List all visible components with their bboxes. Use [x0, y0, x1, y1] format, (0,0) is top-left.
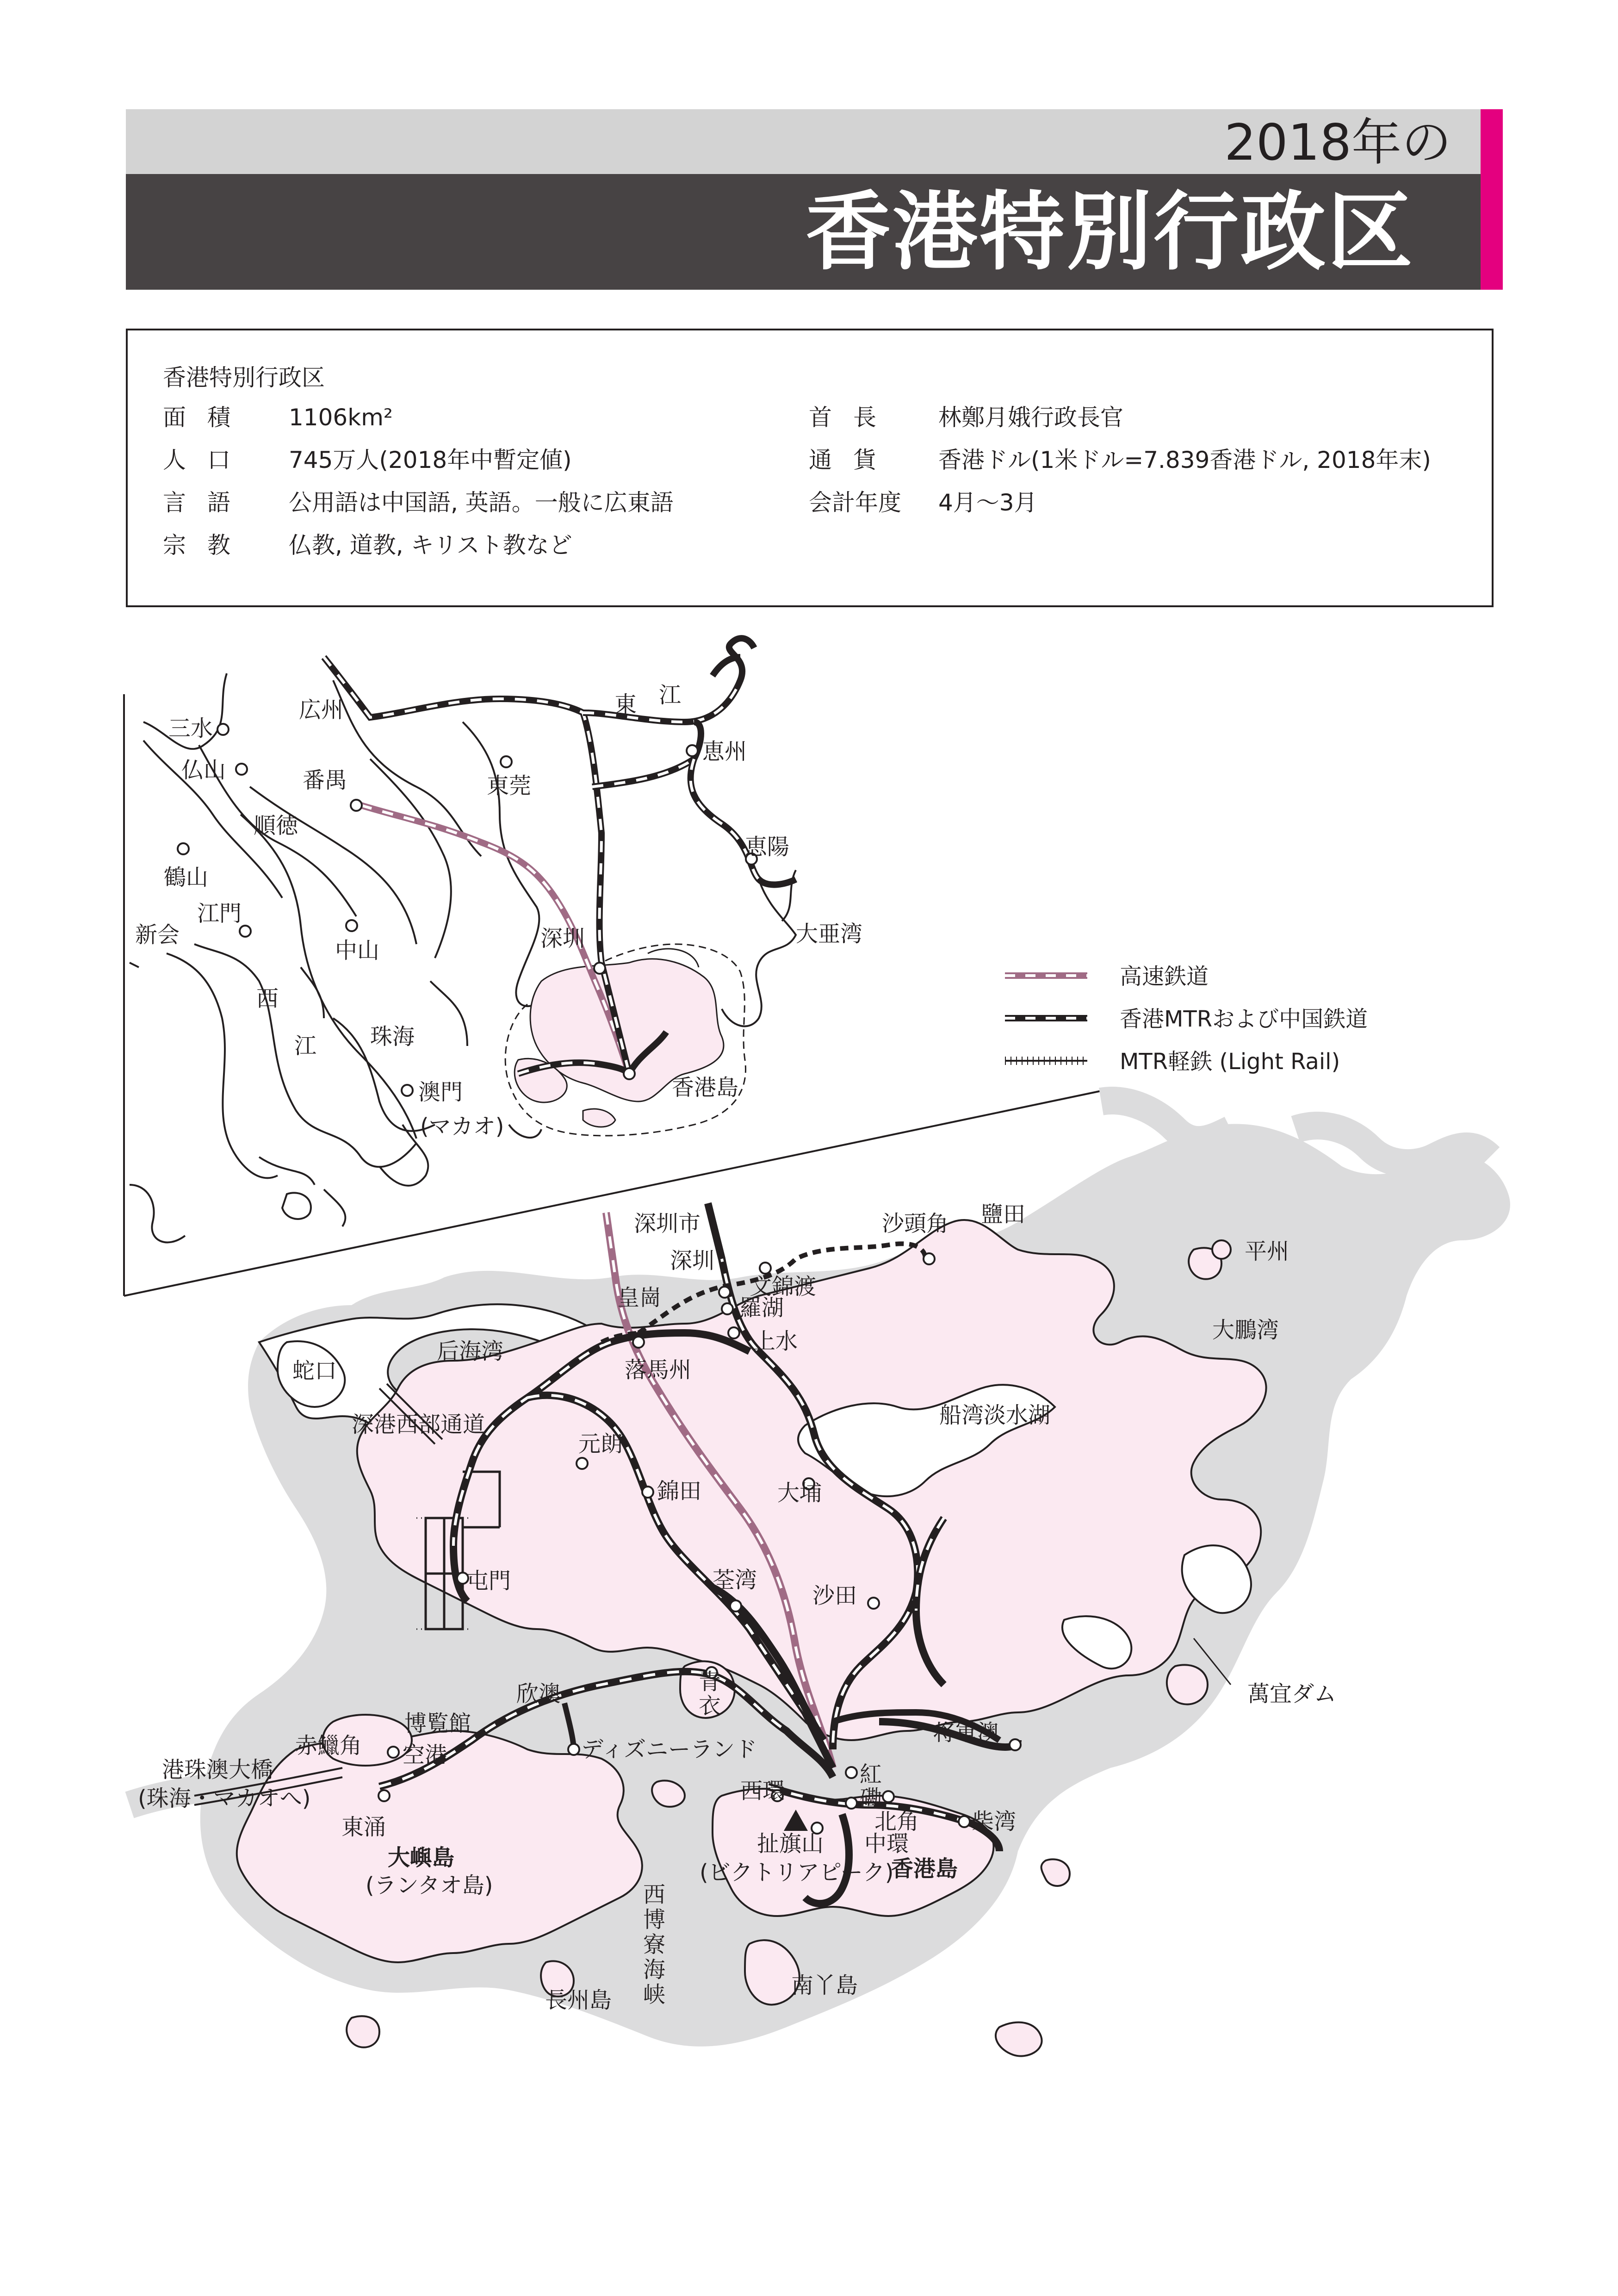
label-huanggang: 皇崗	[617, 1285, 662, 1311]
label-shunde: 順徳	[254, 813, 298, 839]
label-chek-lap-kok: 赤鱲角	[295, 1733, 362, 1759]
info-label-currency: 通貨	[809, 447, 898, 473]
label-mirs-bay: 大鵬湾	[1212, 1317, 1279, 1343]
label-dongjiang-1: 東	[614, 691, 637, 717]
label-hk-island-inset: 香港島	[672, 1075, 739, 1101]
label-sanshui: 三水	[168, 716, 213, 741]
main-map	[130, 1101, 1510, 2056]
info-label-fiscal-year: 会計年度	[809, 489, 901, 516]
inset-map	[124, 638, 1106, 1296]
label-shatoujiao: 沙頭角	[882, 1211, 949, 1237]
label-huiyang: 恵陽	[745, 834, 790, 860]
label-foshan: 仏山	[181, 757, 226, 783]
label-xinhui: 新会	[135, 922, 180, 948]
label-yuen-long: 元朗	[578, 1431, 623, 1457]
label-daya-bay: 大亜湾	[796, 921, 863, 947]
label-western-corridor: 深港西部通道	[352, 1412, 485, 1437]
label-pingzhou: 平州	[1245, 1238, 1289, 1264]
label-xijiang-2: 江	[294, 1033, 317, 1059]
label-hk-island: 香港島	[891, 1856, 958, 1882]
label-shenzhen-inset: 深圳	[540, 926, 585, 952]
info-value-language: 公用語は中国語, 英語。一般に広東語	[289, 489, 674, 516]
info-label-area: 面積	[163, 404, 252, 431]
label-expo: 博覧館	[404, 1711, 471, 1736]
label-hung-hom-2: 磡	[860, 1786, 882, 1811]
header-year: 2018年の	[1224, 114, 1451, 172]
info-label-religion: 宗教	[163, 532, 252, 559]
label-panyu: 番禺	[303, 767, 347, 793]
label-tsuen-wan: 荃湾	[713, 1567, 757, 1593]
label-lantau: 大嶼島	[388, 1845, 455, 1871]
info-value-head: 林鄭月娥行政長官	[938, 404, 1123, 431]
label-sulphur-2: 博	[643, 1907, 666, 1933]
label-heshan: 鶴山	[164, 865, 209, 890]
label-lok-ma-chau: 落馬州	[625, 1357, 692, 1383]
info-value-currency: 香港ドル(1米ドル=7.839香港ドル, 2018年末)	[938, 447, 1431, 473]
info-value-fiscal-year: 4月～3月	[938, 489, 1037, 516]
legend-swatches	[1005, 976, 1087, 1061]
info-label-language: 言語	[163, 489, 252, 516]
label-kam-tin: 錦田	[657, 1478, 702, 1504]
label-plover-cove: 船湾淡水湖	[939, 1402, 1051, 1428]
label-lo-wu: 羅湖	[739, 1295, 784, 1321]
label-sha-tin: 沙田	[812, 1583, 857, 1609]
label-xijiang-1: 西	[256, 986, 279, 1012]
label-huizhou: 恵州	[702, 739, 747, 765]
label-tuen-mun: 屯門	[466, 1568, 511, 1594]
label-sulphur-1: 西	[643, 1882, 666, 1908]
label-shekou: 蛇口	[292, 1358, 337, 1384]
info-value-religion: 仏教, 道教, キリスト教など	[289, 532, 572, 559]
label-macau: 澳門	[418, 1079, 463, 1105]
label-cheung-chau: 長州島	[545, 1987, 612, 2013]
label-disney: ディズニーランド	[581, 1736, 757, 1762]
label-shenzhen: 深圳	[670, 1248, 715, 1274]
info-region-name: 香港特別行政区	[163, 364, 325, 391]
label-high-island: 萬宜ダム	[1247, 1681, 1337, 1707]
label-deep-bay: 后海湾	[437, 1338, 504, 1364]
info-label-population: 人口	[163, 447, 252, 473]
label-shenzhen-city: 深圳市	[634, 1211, 701, 1237]
legend-label-light-rail: MTR軽鉄 (Light Rail)	[1120, 1049, 1340, 1075]
label-tseung-kwan-o: 将軍澳	[933, 1720, 1000, 1746]
label-macau-kana: (マカオ)	[420, 1114, 504, 1139]
label-dongjiang-2: 江	[659, 682, 682, 708]
label-tsing-1: 青	[699, 1669, 721, 1695]
info-value-population: 745万人(2018年中暫定値)	[289, 447, 572, 473]
label-north-point: 北角	[874, 1809, 919, 1835]
label-lantau-kana: (ランタオ島)	[366, 1873, 493, 1898]
page-title: 香港特別行政区	[805, 183, 1414, 282]
label-airport: 空港	[403, 1742, 447, 1768]
label-sulphur-3: 寮	[643, 1932, 666, 1958]
label-hung-hom-1: 紅	[860, 1761, 882, 1787]
info-label-head: 首長	[809, 404, 898, 431]
label-hzmb-2: (珠海・マカオへ)	[138, 1786, 311, 1811]
legend-label-mtr: 香港MTRおよび中国鉄道	[1120, 1006, 1368, 1032]
label-dongguan: 東莞	[487, 773, 532, 799]
label-lamma: 南丫島	[791, 1972, 858, 1998]
label-sai-wan: 西環	[740, 1778, 785, 1804]
label-sunny-bay: 欣澳	[516, 1681, 561, 1707]
label-hzmb-1: 港珠澳大橋	[162, 1757, 273, 1783]
label-tung-chung: 東涌	[341, 1814, 386, 1840]
inset-hk-area	[505, 944, 745, 1136]
label-tsing-2: 衣	[699, 1693, 721, 1719]
label-sulphur-4: 海	[643, 1957, 666, 1983]
label-chai-wan: 柴湾	[972, 1809, 1017, 1835]
label-guangzhou: 広州	[299, 697, 344, 723]
label-sulphur-5: 峡	[643, 1982, 666, 2008]
label-zhongshan: 中山	[335, 938, 380, 964]
label-central: 中環	[864, 1831, 909, 1857]
label-peak-kana: (ビクトリアピーク)	[700, 1860, 894, 1885]
label-yantian: 鹽田	[981, 1201, 1026, 1227]
legend-label-high-speed: 高速鉄道	[1120, 964, 1209, 989]
label-man-kam-to: 文錦渡	[750, 1274, 817, 1300]
info-value-area: 1106km²	[289, 404, 393, 431]
label-tai-po: 大埔	[777, 1480, 822, 1506]
label-sheung-shui: 上水	[753, 1328, 798, 1354]
label-jiangmen: 江門	[197, 901, 242, 927]
label-zhuhai: 珠海	[370, 1024, 415, 1050]
label-victoria-peak: 扯旗山	[757, 1831, 824, 1857]
